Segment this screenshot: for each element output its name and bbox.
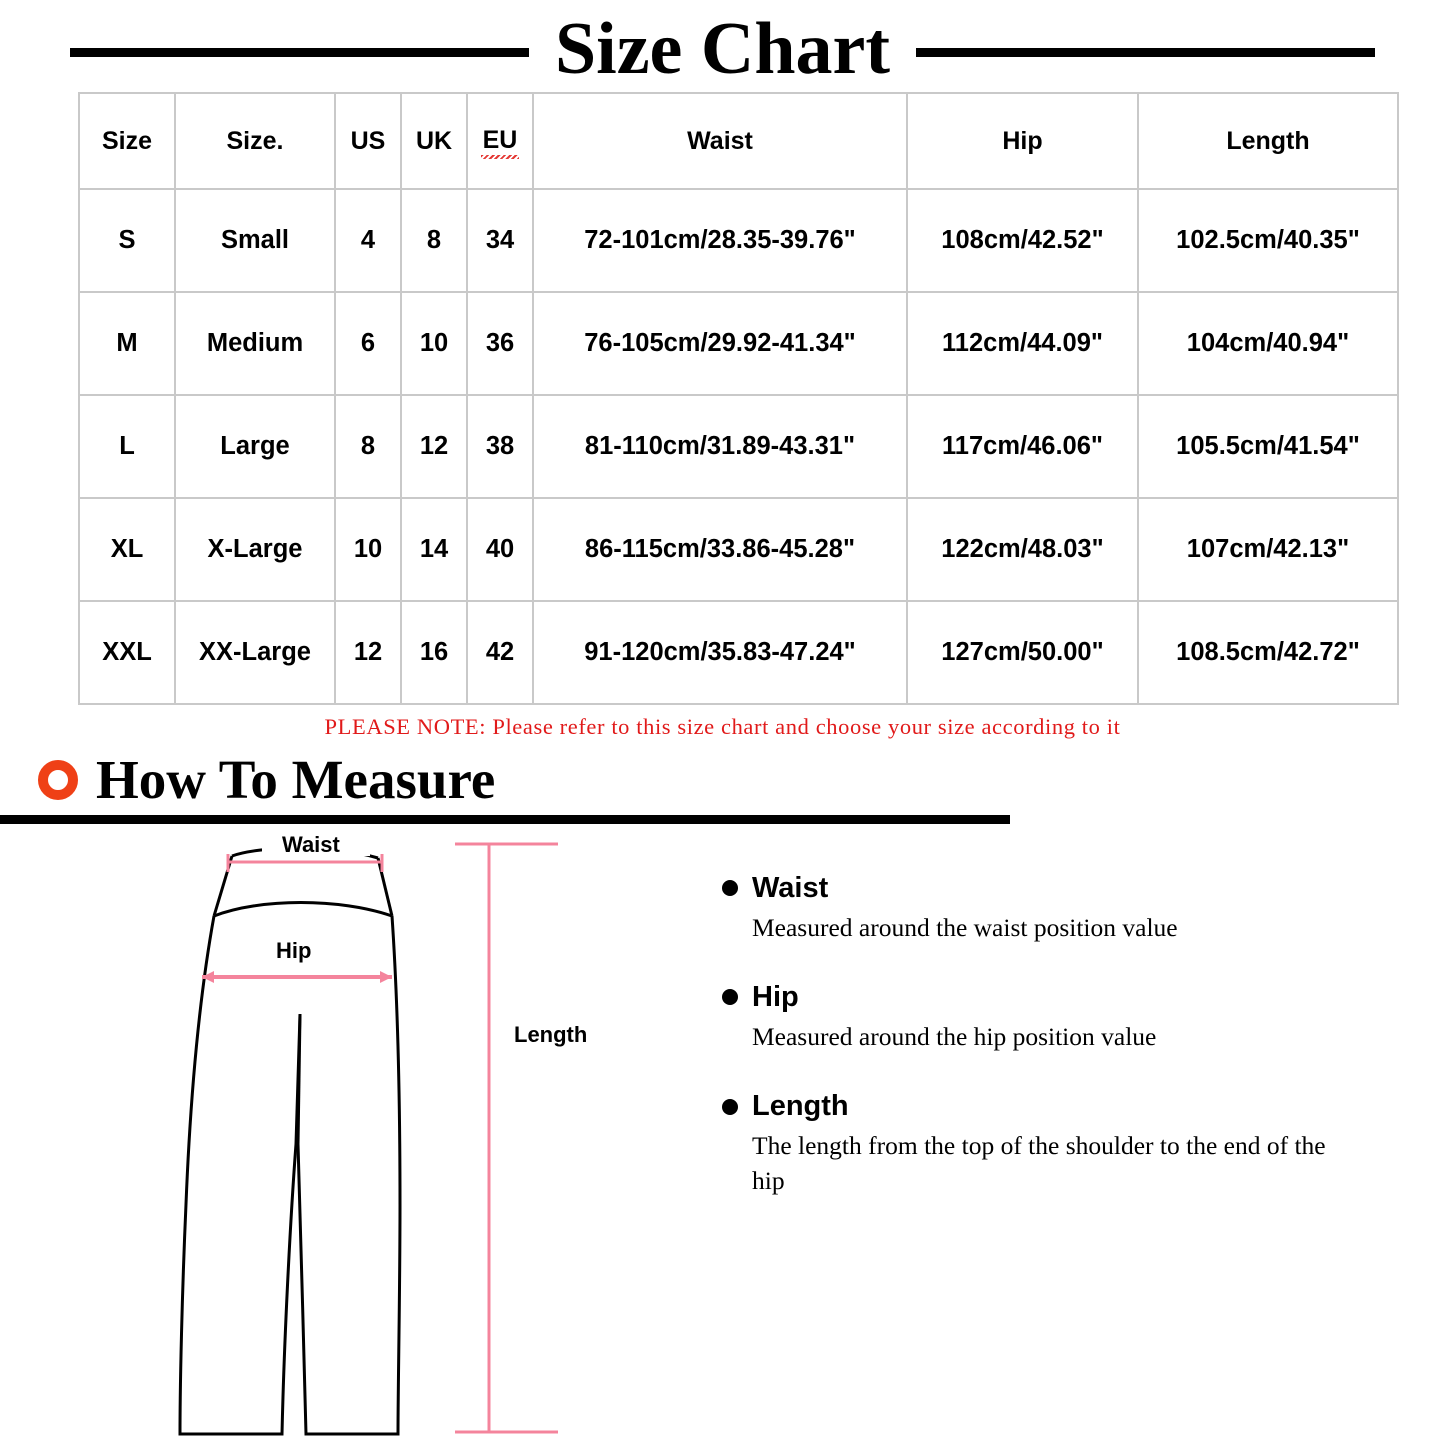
cell-eu: 42 <box>467 601 533 704</box>
cell-uk: 8 <box>401 189 467 292</box>
legend-label-waist: Waist <box>752 871 829 904</box>
cell-hip: 112cm/44.09" <box>907 292 1138 395</box>
cell-size-name: Medium <box>175 292 335 395</box>
size-table-head <box>79 93 1398 189</box>
cell-hip: 117cm/46.06" <box>907 395 1138 498</box>
cell-size: XL <box>79 498 175 601</box>
diagram-label-waist: Waist <box>282 831 340 857</box>
legend-head-length <box>722 1090 1405 1123</box>
cell-hip: 108cm/42.52" <box>907 189 1138 292</box>
how-to-measure-body <box>0 824 1445 1444</box>
cell-size: XXL <box>79 601 175 704</box>
cell-uk: 12 <box>401 395 467 498</box>
legend-desc-hip: Measured around the hip position value <box>752 1021 1157 1051</box>
size-chart-note: PLEASE NOTE: Please refer to this size chart and choose your size according to it <box>324 714 1121 739</box>
legend-item-hip <box>722 981 1405 1054</box>
header-waist: Waist <box>533 93 907 189</box>
cell-us: 12 <box>335 601 401 704</box>
legend-item-length <box>722 1090 1405 1198</box>
table-row <box>79 189 1398 292</box>
bullet-dot-icon <box>722 989 738 1005</box>
cell-hip: 122cm/48.03" <box>907 498 1138 601</box>
ring-bullet-icon <box>38 760 78 800</box>
page-title-row <box>0 0 1445 92</box>
diagram-label-hip: Hip <box>276 937 312 963</box>
cell-eu: 40 <box>467 498 533 601</box>
table-row <box>79 395 1398 498</box>
cell-size-name: Large <box>175 395 335 498</box>
size-table <box>78 92 1399 705</box>
size-table-wrapper <box>0 92 1445 740</box>
cell-eu: 36 <box>467 292 533 395</box>
table-row <box>79 601 1398 704</box>
header-size: Size <box>79 93 175 189</box>
cell-waist: 86-115cm/33.86-45.28" <box>533 498 907 601</box>
header-hip: Hip <box>907 93 1138 189</box>
cell-waist: 72-101cm/28.35-39.76" <box>533 189 907 292</box>
cell-eu: 34 <box>467 189 533 292</box>
header-eu <box>467 93 533 189</box>
cell-uk: 16 <box>401 601 467 704</box>
cell-us: 6 <box>335 292 401 395</box>
cell-size: S <box>79 189 175 292</box>
how-to-measure-rule <box>0 815 1010 824</box>
legend-item-waist <box>722 872 1405 945</box>
cell-length: 108.5cm/42.72" <box>1138 601 1398 704</box>
bullet-dot-icon <box>722 1099 738 1115</box>
diagram-label-length: Length <box>514 1021 588 1047</box>
title-rule-right <box>916 48 1375 57</box>
cell-length: 105.5cm/41.54" <box>1138 395 1398 498</box>
cell-us: 10 <box>335 498 401 601</box>
cell-size: L <box>79 395 175 498</box>
title-rule-left <box>70 48 529 57</box>
cell-waist: 91-120cm/35.83-47.24" <box>533 601 907 704</box>
how-to-measure-header <box>0 740 1445 811</box>
table-row <box>79 498 1398 601</box>
cell-length: 104cm/40.94" <box>1138 292 1398 395</box>
legend-desc-waist: Measured around the waist position value <box>752 912 1178 942</box>
cell-eu: 38 <box>467 395 533 498</box>
header-eu-text: EU <box>483 126 518 157</box>
cell-waist: 76-105cm/29.92-41.34" <box>533 292 907 395</box>
cell-size: M <box>79 292 175 395</box>
pants-diagram-svg <box>0 824 700 1444</box>
cell-length: 107cm/42.13" <box>1138 498 1398 601</box>
legend-label-hip: Hip <box>752 980 799 1013</box>
cell-us: 8 <box>335 395 401 498</box>
how-to-measure-title: How To Measure <box>96 749 496 810</box>
header-length: Length <box>1138 93 1398 189</box>
legend-desc-length: The length from the top of the shoulder to the end of the hip <box>752 1131 1326 1195</box>
header-us: US <box>335 93 401 189</box>
legend-head-waist <box>722 872 1405 905</box>
header-size-name: Size. <box>175 93 335 189</box>
page-title: Size Chart <box>555 8 890 90</box>
cell-size-name: Small <box>175 189 335 292</box>
cell-length: 102.5cm/40.35" <box>1138 189 1398 292</box>
table-row <box>79 292 1398 395</box>
legend-head-hip <box>722 981 1405 1014</box>
table-header-row <box>79 93 1398 189</box>
header-uk: UK <box>401 93 467 189</box>
cell-size-name: XX-Large <box>175 601 335 704</box>
cell-waist: 81-110cm/31.89-43.31" <box>533 395 907 498</box>
legend-label-length: Length <box>752 1090 849 1123</box>
cell-us: 4 <box>335 189 401 292</box>
pants-diagram <box>0 824 700 1444</box>
cell-uk: 14 <box>401 498 467 601</box>
cell-size-name: X-Large <box>175 498 335 601</box>
bullet-dot-icon <box>722 880 738 896</box>
cell-hip: 127cm/50.00" <box>907 601 1138 704</box>
size-table-body <box>79 189 1398 704</box>
cell-uk: 10 <box>401 292 467 395</box>
measure-legend <box>700 824 1445 1444</box>
